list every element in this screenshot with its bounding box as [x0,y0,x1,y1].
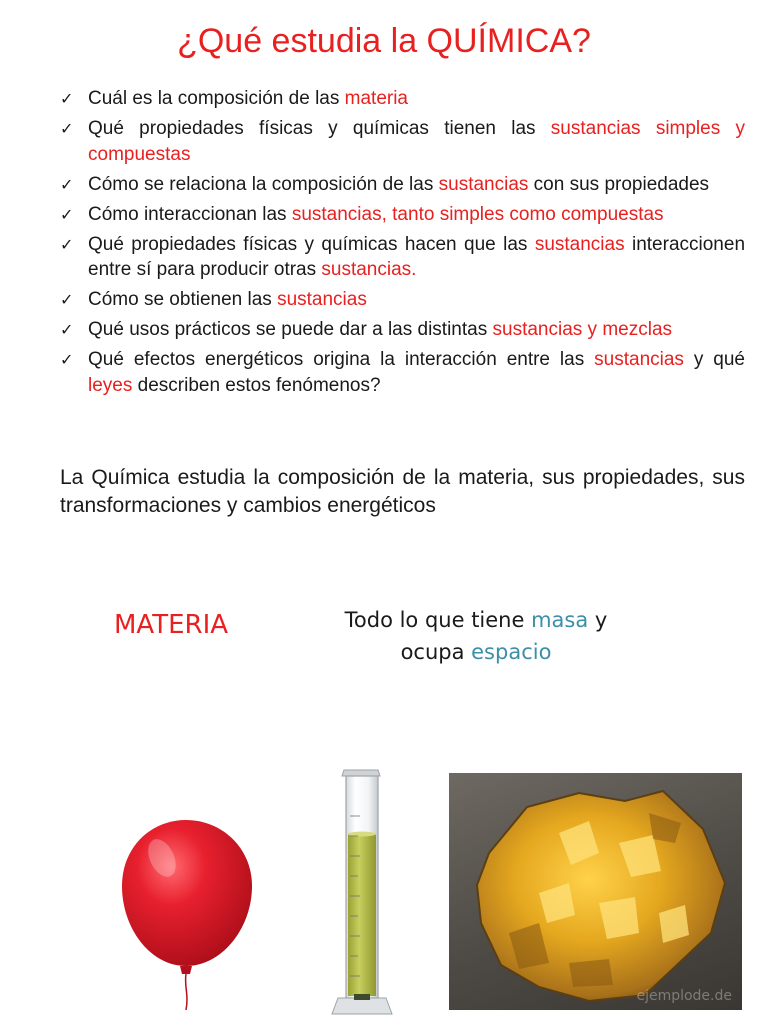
question-item [60,116,745,167]
question-text: Qué propiedades físicas y químicas tienen las [88,118,551,139]
highlighted-term: sustancias y mezclas [492,319,673,340]
question-text: Qué usos prácticos se puede dar a las distintas [88,319,493,340]
highlighted-term: leyes [88,374,133,396]
checkmark-icon: ✓ [60,290,74,309]
question-list [60,86,745,403]
question-item [60,172,745,198]
checkmark-icon: ✓ [60,89,74,108]
question-text: Qué efectos energéticos origina la interacción entre las [88,349,595,370]
question-item [60,86,745,112]
materia-definition [326,604,626,668]
question-item [60,287,745,313]
question-item [60,317,745,343]
question-text: y qué [683,349,745,370]
question-text: con sus propiedades [528,173,710,195]
question-item [60,202,745,228]
page-title: ¿Qué estudia la QUÍMICA? [177,22,591,60]
graduated-cylinder-image [288,756,438,1021]
checkmark-icon: ✓ [60,234,74,254]
highlighted-term: sustancias [438,173,529,195]
sulfur-rock-image [449,773,742,1010]
highlighted-term: sustancias [534,233,625,255]
balloon-image [110,800,260,1015]
definition-masa: masa [531,608,589,632]
question-text: Cómo se relaciona la composición de las [88,173,439,195]
question-text: Cómo se obtienen las [88,289,278,310]
checkmark-icon: ✓ [60,350,74,369]
materia-label: MATERIA [114,610,229,640]
highlighted-term: sustancias simples y compuestas [88,118,745,165]
definition-espacio: espacio [471,640,552,664]
question-text: interaccionen entre sí para producir otras [88,233,746,280]
question-text: Cómo interaccionan las [88,203,292,225]
question-text: Cuál es la composición de las [88,88,345,109]
question-text: Qué propiedades físicas y químicas hacen que las [88,233,535,255]
checkmark-icon: ✓ [60,174,74,194]
highlighted-term: materia [344,88,408,109]
highlighted-term: sustancias [277,289,367,310]
summary-paragraph: La Química estudia la composición de la materia, sus propiedades, sus transformaciones y cambios energéticos [60,466,745,517]
definition-text-2: y ocupa [400,608,608,664]
checkmark-icon: ✓ [60,320,74,339]
checkmark-icon: ✓ [60,119,74,138]
question-item [60,347,745,398]
watermark-text: ejemplode.de [636,988,732,1004]
highlighted-term: sustancias, tanto simples como compuestas [291,203,664,225]
question-item [60,232,745,283]
highlighted-term: sustancias. [321,259,417,280]
definition-text-1: Todo lo que tiene [344,608,532,632]
question-text: describen estos fenómenos? [132,374,381,396]
highlighted-term: sustancias [594,349,684,370]
checkmark-icon: ✓ [60,204,74,224]
